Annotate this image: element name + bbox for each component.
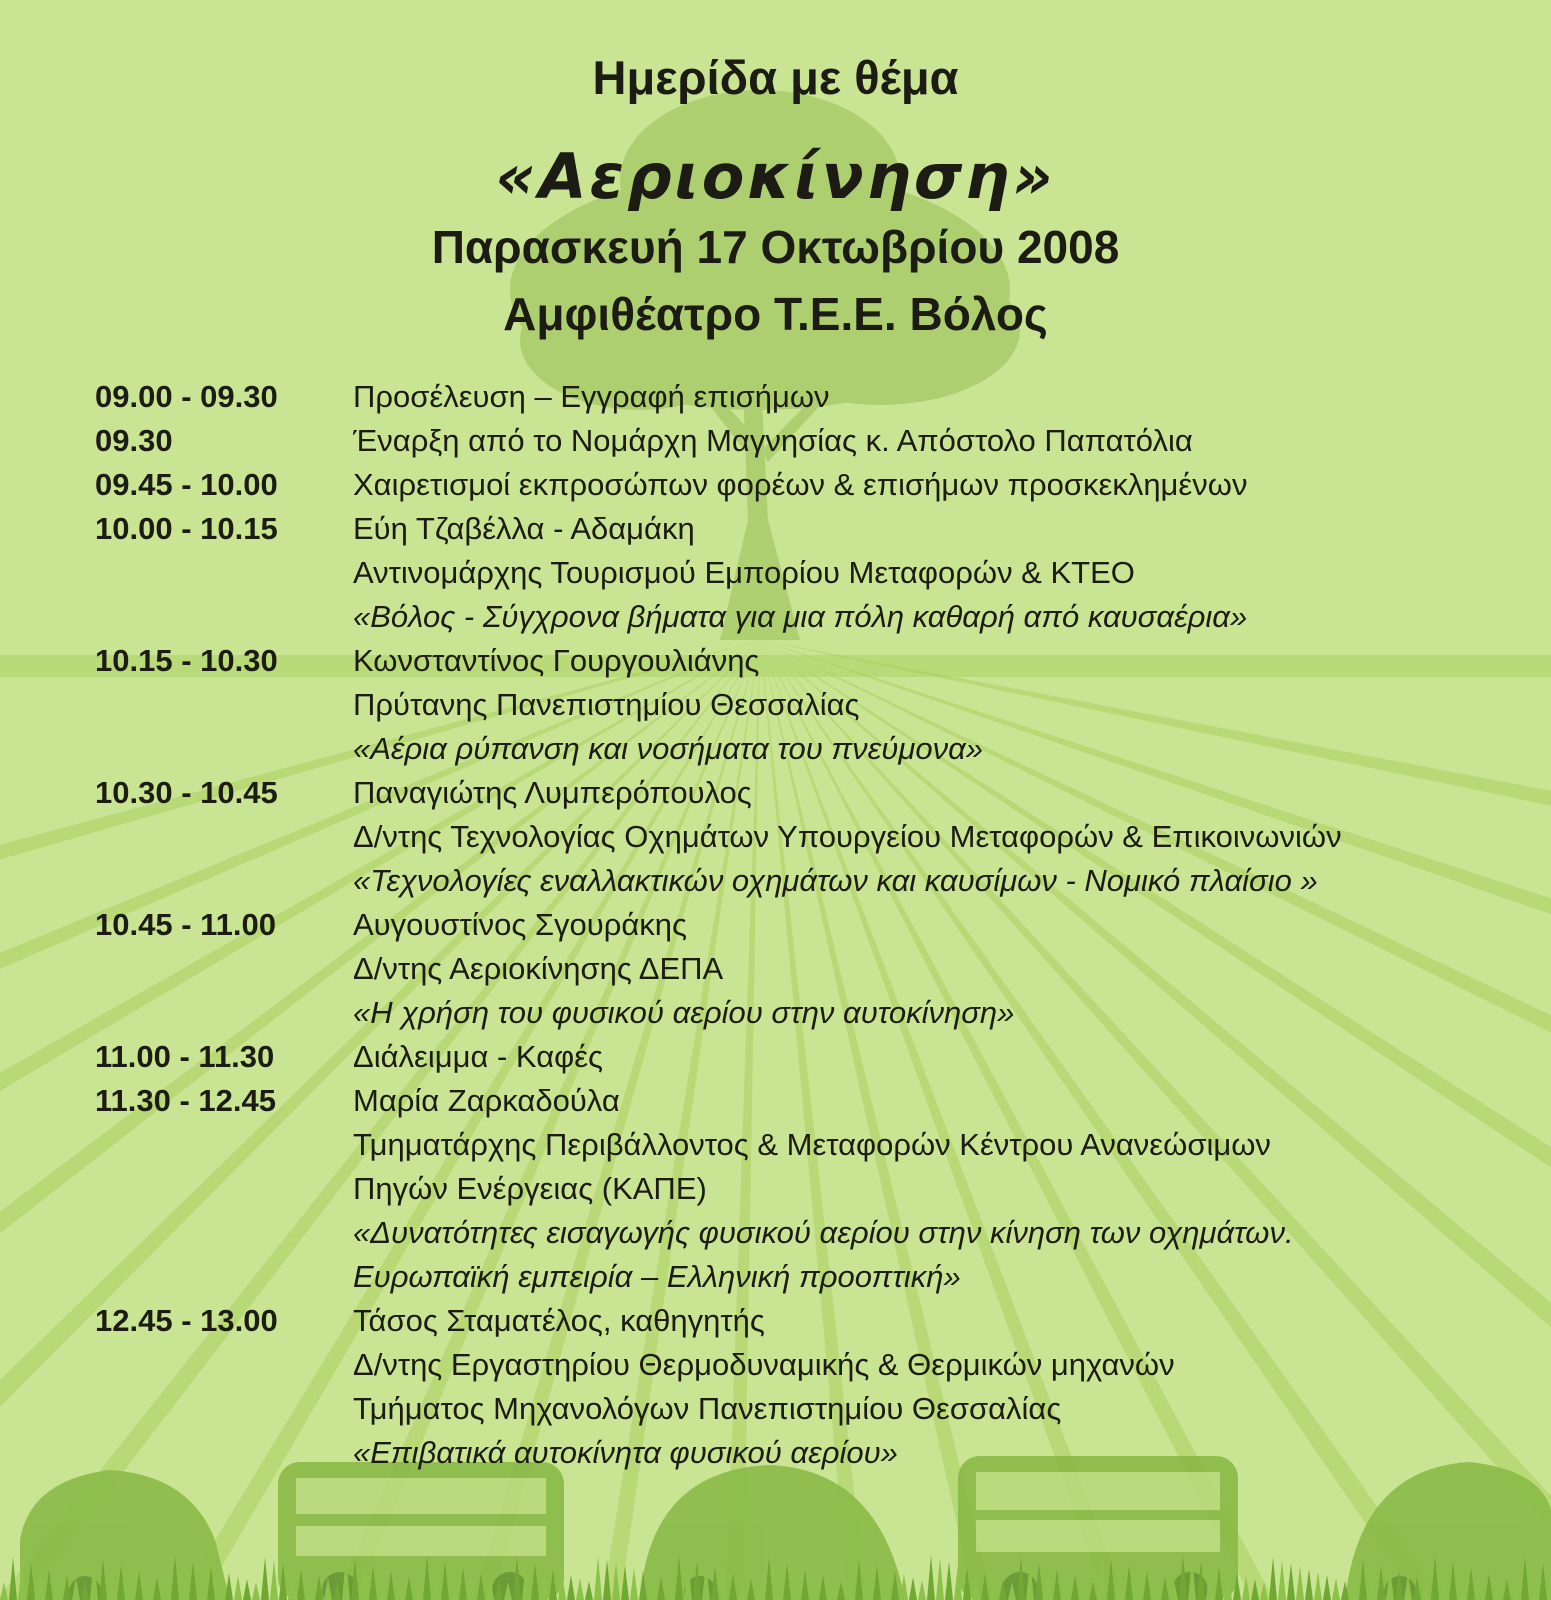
schedule-time: 10.30 - 10.45	[95, 775, 278, 810]
schedule-details	[353, 903, 1535, 1035]
talk-title: «Η χρήση του φυσικού αερίου στην αυτοκίνηση»	[353, 995, 1015, 1030]
schedule-time: 09.45 - 10.00	[95, 467, 278, 502]
schedule-line: Έναρξη από το Νομάρχη Μαγνησίας κ. Απόστολο Παπατόλια	[353, 423, 1193, 458]
schedule-line: Δ/ντης Τεχνολογίας Οχημάτων Υπουργείου Μεταφορών & Επικοινωνιών	[353, 819, 1342, 854]
schedule-item	[95, 375, 1535, 419]
bus-icon	[278, 1462, 564, 1600]
schedule-line: Αυγουστίνος Σγουράκης	[353, 907, 687, 942]
schedule-details	[353, 1299, 1535, 1475]
schedule-details	[353, 1035, 1535, 1079]
talk-title: «Τεχνολογίες εναλλακτικών οχημάτων και καυσίμων - Νομικό πλαίσιο »	[353, 863, 1318, 898]
schedule-time: 09.00 - 09.30	[95, 379, 278, 414]
schedule-item	[95, 1079, 1535, 1299]
talk-title: «Αέρια ρύπανση και νοσήματα του πνεύμονα»	[353, 731, 983, 766]
schedule-line: Πηγών Ενέργειας (ΚΑΠΕ)	[353, 1171, 707, 1206]
schedule-line: Πρύτανης Πανεπιστημίου Θεσσαλίας	[353, 687, 860, 722]
schedule-line: Προσέλευση – Εγγραφή επισήμων	[353, 379, 830, 414]
schedule-item	[95, 1035, 1535, 1079]
schedule-time: 10.45 - 11.00	[95, 907, 276, 942]
schedule-time: 09.30	[95, 423, 173, 458]
schedule-item	[95, 463, 1535, 507]
schedule-time: 11.00 - 11.30	[95, 1039, 275, 1074]
schedule-details	[353, 375, 1535, 419]
schedule-item	[95, 639, 1535, 771]
event-title: «Αεριοκίνηση»	[495, 140, 1056, 213]
schedule-details	[353, 463, 1535, 507]
schedule-time: 11.30 - 12.45	[95, 1083, 276, 1118]
event-date: Παρασκευή 17 Οκτωβρίου 2008	[431, 221, 1120, 273]
schedule-item	[95, 1299, 1535, 1475]
schedule-details	[353, 639, 1535, 771]
schedule-time: 12.45 - 13.00	[95, 1303, 278, 1338]
schedule-item	[95, 507, 1535, 639]
schedule-item	[95, 903, 1535, 1035]
schedule-line: Κωνσταντίνος Γουργουλιάνης	[353, 643, 760, 678]
schedule-line: Διάλειμμα - Καφές	[353, 1039, 603, 1074]
event-venue: Αμφιθέατρο Τ.Ε.Ε. Βόλος	[503, 288, 1048, 340]
schedule-details	[353, 507, 1535, 639]
schedule-line: Χαιρετισμοί εκπροσώπων φορέων & επισήμων προσκεκλημένων	[353, 467, 1248, 502]
talk-title: Ευρωπαϊκή εμπειρία – Ελληνική προοπτική»	[353, 1259, 961, 1294]
schedule-line: Δ/ντης Εργαστηρίου Θερμοδυναμικής & Θερμικών μηχανών	[353, 1347, 1175, 1382]
schedule-line: Παναγιώτης Λυμπερόπουλος	[353, 775, 752, 810]
schedule-list	[95, 375, 1535, 1475]
talk-title: «Δυνατότητες εισαγωγής φυσικού αερίου στην κίνηση των οχημάτων.	[353, 1215, 1294, 1250]
schedule-item	[95, 419, 1535, 463]
schedule-line: Τάσος Σταματέλος, καθηγητής	[353, 1303, 765, 1338]
bus-icon	[958, 1456, 1238, 1600]
schedule-details	[353, 771, 1535, 903]
schedule-line: Τμήματος Μηχανολόγων Πανεπιστημίου Θεσσαλίας	[353, 1391, 1062, 1426]
schedule-line: Τμηματάρχης Περιβάλλοντος & Μεταφορών Κέντρου Ανανεώσιμων	[353, 1127, 1271, 1162]
schedule-line: Μαρία Ζαρκαδούλα	[353, 1083, 620, 1118]
schedule-details	[353, 419, 1535, 463]
schedule-line: Εύη Τζαβέλλα - Αδαμάκη	[353, 511, 695, 546]
schedule-details	[353, 1079, 1535, 1299]
schedule-time: 10.15 - 10.30	[95, 643, 278, 678]
event-subtitle: Ημερίδα με θέμα	[592, 51, 959, 104]
schedule-line: Δ/ντης Αεριοκίνησης ΔΕΠΑ	[353, 951, 724, 986]
schedule-line: Αντινομάρχης Τουρισμού Εμπορίου Μεταφορών & ΚΤΕΟ	[353, 555, 1135, 590]
schedule-time: 10.00 - 10.15	[95, 511, 278, 546]
schedule-item	[95, 771, 1535, 903]
talk-title: «Επιβατικά αυτοκίνητα φυσικού αερίου»	[353, 1435, 898, 1470]
talk-title: «Βόλος - Σύγχρονα βήματα για μια πόλη καθαρή από καυσαέρια»	[353, 599, 1248, 634]
